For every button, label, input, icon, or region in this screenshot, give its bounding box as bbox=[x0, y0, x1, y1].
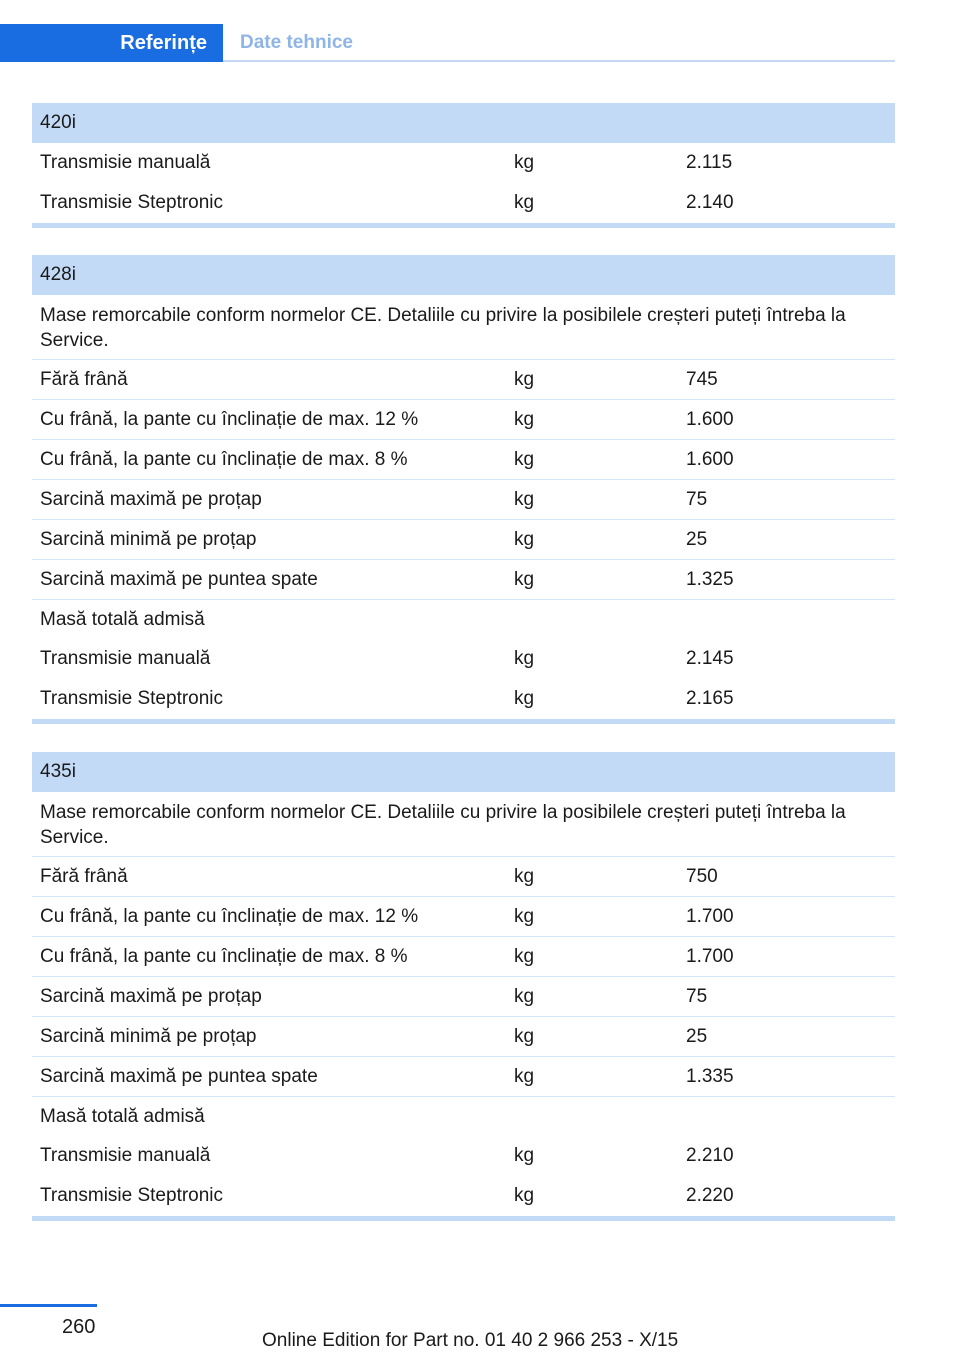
row-unit: kg bbox=[514, 945, 535, 967]
row-value: 75 bbox=[686, 488, 708, 510]
table-row bbox=[32, 439, 895, 479]
row-label: Transmisie Steptronic bbox=[40, 192, 224, 213]
row-label: Sarcină maximă pe proțap bbox=[40, 488, 262, 510]
row-value: 2.220 bbox=[686, 1185, 734, 1206]
tab-bar bbox=[0, 24, 895, 62]
row-unit: kg bbox=[514, 985, 535, 1007]
row-value: 1.335 bbox=[686, 1065, 734, 1087]
row-unit: kg bbox=[514, 528, 535, 550]
row-label: Cu frână, la pante cu înclinație de max. 12 % bbox=[40, 408, 419, 430]
row-unit: kg bbox=[514, 448, 535, 470]
spec-block-435i bbox=[32, 752, 895, 1221]
row-value: 1.600 bbox=[686, 408, 734, 430]
table-row bbox=[32, 519, 895, 559]
table-row bbox=[32, 399, 895, 439]
row-value: 25 bbox=[686, 528, 708, 550]
table-row bbox=[32, 1176, 895, 1216]
row-label: Transmisie manuală bbox=[40, 152, 211, 173]
table-row bbox=[32, 1056, 895, 1096]
spec-block-420i bbox=[32, 103, 895, 228]
row-label: Fără frână bbox=[40, 865, 128, 887]
row-unit: kg bbox=[514, 865, 535, 887]
table-row bbox=[32, 1136, 895, 1176]
row-unit: kg bbox=[514, 1145, 535, 1166]
table-row bbox=[32, 1096, 895, 1136]
row-unit: kg bbox=[514, 1065, 535, 1087]
table-row bbox=[32, 856, 895, 896]
row-unit: kg bbox=[514, 905, 535, 927]
row-label: Cu frână, la pante cu înclinație de max. 8 % bbox=[40, 448, 408, 470]
row-value: 2.165 bbox=[686, 688, 734, 709]
row-unit: kg bbox=[514, 1185, 535, 1206]
block-bottom-border bbox=[32, 223, 895, 228]
page-number: 260 bbox=[62, 1316, 96, 1338]
row-value: 2.115 bbox=[686, 152, 733, 173]
table-row bbox=[32, 639, 895, 679]
tab-date-tehnice[interactable]: Date tehnice bbox=[240, 32, 353, 53]
row-unit: kg bbox=[514, 488, 535, 510]
row-unit: kg bbox=[514, 152, 535, 173]
row-unit: kg bbox=[514, 408, 535, 430]
table-row bbox=[32, 559, 895, 599]
row-unit: kg bbox=[514, 1025, 535, 1047]
row-label: Masă totală admisă bbox=[40, 1105, 205, 1127]
row-unit: kg bbox=[514, 648, 535, 669]
row-label: Masă totală admisă bbox=[40, 608, 205, 630]
table-row bbox=[32, 976, 895, 1016]
row-value: 1.600 bbox=[686, 448, 734, 470]
row-value: 1.700 bbox=[686, 905, 734, 927]
row-label: Sarcină maximă pe puntea spate bbox=[40, 568, 318, 590]
row-value: 1.325 bbox=[686, 568, 734, 590]
row-label: Fără frână bbox=[40, 368, 128, 390]
row-value: 750 bbox=[686, 865, 718, 887]
table-row bbox=[32, 183, 895, 223]
row-label: Transmisie Steptronic bbox=[40, 1185, 224, 1206]
row-label: Sarcină minimă pe proțap bbox=[40, 528, 257, 550]
row-label: Transmisie Steptronic bbox=[40, 688, 224, 709]
block-title: 420i bbox=[32, 103, 895, 143]
row-label: Cu frână, la pante cu înclinație de max. 8 % bbox=[40, 945, 408, 967]
row-value: 1.700 bbox=[686, 945, 734, 967]
block-title: 428i bbox=[32, 255, 895, 295]
row-label: Transmisie manuală bbox=[40, 648, 211, 669]
row-value: 2.210 bbox=[686, 1145, 734, 1166]
row-value: 75 bbox=[686, 985, 708, 1007]
row-value: 2.140 bbox=[686, 192, 734, 213]
row-value: 745 bbox=[686, 368, 718, 390]
row-unit: kg bbox=[514, 368, 535, 390]
table-row bbox=[32, 599, 895, 639]
footer-accent-line bbox=[0, 1304, 97, 1307]
row-value: 2.145 bbox=[686, 648, 734, 669]
tab-referinte[interactable]: Referințe bbox=[0, 24, 223, 62]
row-label: Sarcină maximă pe puntea spate bbox=[40, 1065, 318, 1087]
row-label: Transmisie manuală bbox=[40, 1145, 211, 1166]
spec-block-428i bbox=[32, 255, 895, 724]
table-row bbox=[32, 679, 895, 719]
table-row bbox=[32, 936, 895, 976]
table-row bbox=[32, 479, 895, 519]
row-label: Sarcină maximă pe proțap bbox=[40, 985, 262, 1007]
block-title: 435i bbox=[32, 752, 895, 792]
row-value: 25 bbox=[686, 1025, 708, 1047]
block-bottom-border bbox=[32, 719, 895, 724]
row-label: Cu frână, la pante cu înclinație de max. 12 % bbox=[40, 905, 419, 927]
table-row bbox=[32, 143, 895, 183]
row-unit: kg bbox=[514, 568, 535, 590]
row-unit: kg bbox=[514, 192, 535, 213]
table-row bbox=[32, 896, 895, 936]
table-row bbox=[32, 359, 895, 399]
edition-text: Online Edition for Part no. 01 40 2 966 253 - X/15 bbox=[262, 1330, 679, 1351]
row-unit: kg bbox=[514, 688, 535, 709]
table-row bbox=[32, 1016, 895, 1056]
block-note: Mase remorcabile conform normelor CE. Detaliile cu privire la posibilele creșteri puteți întreba la Service. bbox=[40, 305, 846, 351]
tab-underline bbox=[223, 60, 895, 62]
row-label: Sarcină minimă pe proțap bbox=[40, 1025, 257, 1047]
block-note: Mase remorcabile conform normelor CE. Detaliile cu privire la posibilele creșteri puteți întreba la Service. bbox=[40, 802, 846, 848]
block-bottom-border bbox=[32, 1216, 895, 1221]
